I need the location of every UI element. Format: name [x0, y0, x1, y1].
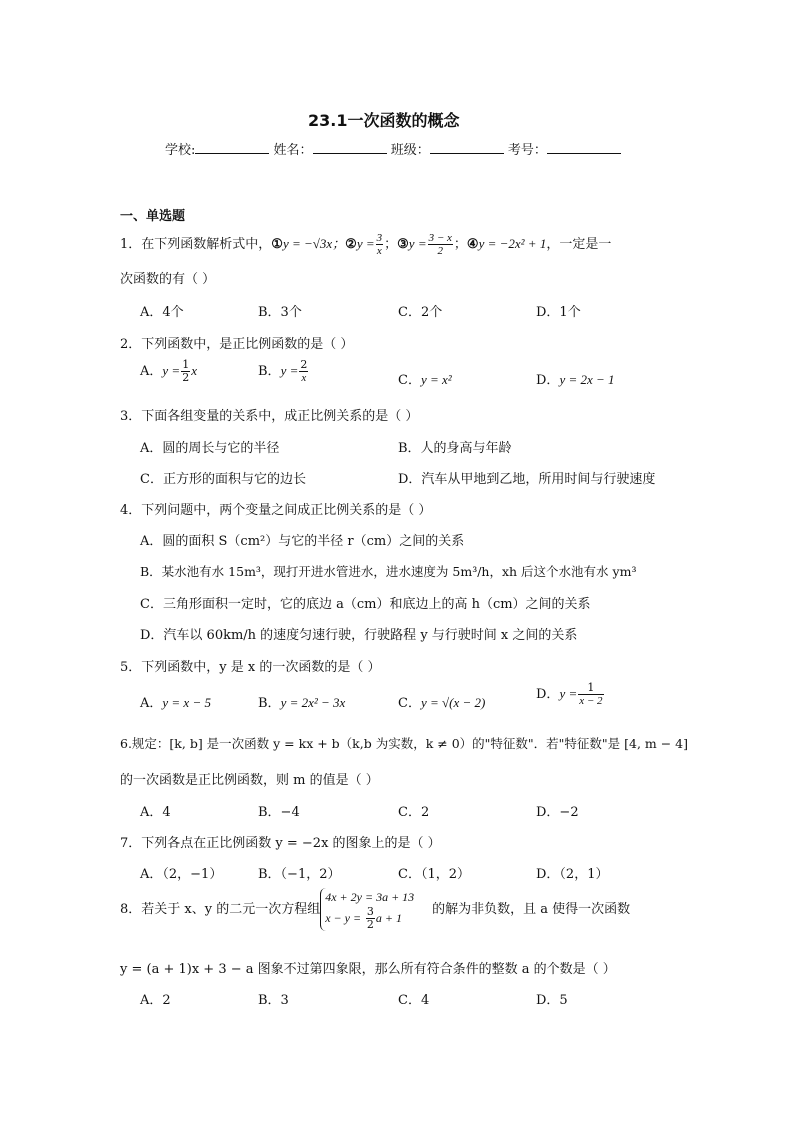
q2-option-b-fraction: [299, 359, 308, 384]
q7-option-d[interactable]: D．（2，1）: [536, 867, 609, 882]
q1-option-d[interactable]: D．1个: [536, 305, 581, 320]
q2-option-d[interactable]: [536, 369, 615, 388]
q2-option-b-denominator: x: [301, 372, 307, 385]
q1-expr-2-numerator: 3: [376, 232, 383, 244]
question-8-line-2: y = (a + 1)x + 3 − a 图象不过第四象限，那么所有符合条件的整数 a 的个数是（ ）: [120, 962, 616, 977]
question-5-stem: 5．下列函数中，y 是 x 的一次函数的是（ ）: [120, 660, 381, 675]
q2-option-a-fraction: [181, 359, 190, 384]
q2-option-b[interactable]: [258, 359, 309, 384]
q2-option-b-label: B．: [258, 364, 281, 380]
q8-equation-2-lhs: x − y =: [325, 911, 362, 926]
q1-option-c[interactable]: C．2个: [398, 305, 443, 320]
q1-suffix: ，一定是一: [546, 237, 612, 253]
question-3-stem: 3．下面各组变量的关系中，成正比例关系的是（ ）: [120, 409, 419, 424]
q6-option-a[interactable]: A．4: [140, 805, 171, 820]
q4-option-d[interactable]: D．汽车以 60km/h 的速度匀速行驶，行驶路程 y 与行驶时间 x 之间的关系: [140, 628, 578, 643]
q5-option-d-fraction: [578, 682, 603, 707]
q8-prefix: 8．若关于 x、y 的二元一次方程组: [120, 902, 321, 918]
q3-option-a[interactable]: A．圆的周长与它的半径: [140, 441, 280, 456]
q7-option-a[interactable]: A．（2，−1）: [140, 867, 223, 882]
q4-option-a[interactable]: A．圆的面积 S（cm²）与它的半径 r（cm）之间的关系: [140, 534, 465, 549]
q5-option-c[interactable]: [398, 692, 485, 711]
q7-option-b[interactable]: B．（−1，2）: [258, 867, 341, 882]
student-info-line: [165, 139, 621, 158]
q5-option-a[interactable]: [140, 692, 211, 711]
class-blank[interactable]: [430, 140, 504, 154]
question-2-stem: 2．下列函数中，是正比例函数的是（ ）: [120, 337, 354, 352]
q1-expr-3-denominator: 2: [437, 245, 443, 258]
q1-option-b[interactable]: B．3个: [258, 305, 302, 320]
q1-option-a[interactable]: A．4个: [140, 305, 184, 320]
q4-option-b[interactable]: B．某水池有水 15m³，现打开进水管进水，进水速度为 5m³/h，xh 后这个水池有水 ym³: [140, 564, 637, 579]
q1-expr-2-sep: ；: [384, 237, 398, 253]
class-label: 班级：: [390, 143, 430, 158]
page-title: 23.1一次函数的概念: [308, 111, 460, 130]
q1-expr-3-numerator: 3 − x: [428, 232, 452, 244]
q8-equation-2-numerator: 3: [366, 905, 374, 918]
q5-option-b-expr: y = 2x² − 3x: [280, 695, 346, 710]
name-blank[interactable]: [313, 140, 387, 154]
q2-option-a[interactable]: [140, 359, 197, 384]
q5-option-c-label: C．: [398, 696, 421, 711]
q2-option-a-denominator: 2: [182, 371, 190, 385]
q1-expr-2-lhs: y =: [356, 236, 375, 252]
q1-expr-2-denominator: x: [376, 245, 382, 258]
exam-no-label: 考号：: [507, 143, 547, 158]
q1-expr-1: y = −√3x；: [282, 236, 346, 252]
question-4-stem: 4．下列问题中，两个变量之间成正比例关系的是（ ）: [120, 503, 432, 518]
q2-option-a-var: x: [191, 363, 197, 379]
q4-option-c[interactable]: C．三角形面积一定时，它的底边 a（cm）和底边上的高 h（cm）之间的关系: [140, 597, 591, 612]
school-label: 学校:: [165, 143, 196, 158]
q2-option-b-numerator: 2: [300, 358, 308, 371]
q2-option-d-expr: y = 2x − 1: [559, 372, 615, 387]
q5-option-a-expr: y = x − 5: [162, 695, 211, 710]
section-heading: 一、单选题: [120, 209, 186, 224]
q6-option-d[interactable]: D．−2: [536, 805, 579, 820]
q2-option-a-label: A．: [140, 364, 163, 380]
q5-option-d-denominator: x − 2: [579, 695, 603, 708]
q3-option-b[interactable]: B．人的身高与年龄: [398, 441, 512, 456]
question-1-line-2: 次函数的有（ ）: [120, 272, 216, 287]
q2-option-a-lhs: y =: [162, 363, 181, 379]
q2-option-c-expr: y = x²: [420, 372, 452, 387]
q8-equation-1: 4x + 2y = 3a + 13: [325, 890, 415, 904]
q8-option-b[interactable]: B．3: [258, 993, 289, 1008]
q1-expr-2-fraction: [376, 232, 384, 257]
q6-option-c[interactable]: C．2: [398, 805, 430, 820]
q8-equation-system: [320, 888, 414, 931]
q8-equation-2: [325, 906, 414, 931]
q8-equation-2-denominator: 2: [366, 918, 374, 932]
q1-expr-4-num: ④: [466, 237, 479, 253]
question-6-line-2: 的一次函数是正比例函数，则 m 的值是（ ）: [120, 773, 379, 788]
q8-option-a[interactable]: A．2: [140, 993, 171, 1008]
q8-suffix: 的解为非负数，且 a 使得一次函数: [432, 902, 631, 918]
name-label: 姓名：: [273, 143, 313, 158]
q5-option-d[interactable]: [536, 682, 605, 707]
q2-option-c-label: C．: [398, 373, 421, 388]
q5-option-a-label: A．: [140, 696, 163, 711]
q5-option-b-label: B．: [258, 696, 281, 711]
q8-option-d[interactable]: D．5: [536, 993, 568, 1008]
q5-option-c-expr: y = √(x − 2): [420, 695, 486, 710]
question-8-line-1: [120, 888, 630, 931]
q8-option-c[interactable]: C．4: [398, 993, 430, 1008]
question-6-line-1: 6.规定：[k, b] 是一次函数 y = kx + b（k,b 为实数，k ≠ 0）的"特征数"．若"特征数"是 [4, m − 4]: [120, 736, 689, 751]
q1-expr-3-sep: ；: [453, 237, 467, 253]
q1-expr-3-fraction: [428, 232, 453, 257]
q2-option-b-lhs: y =: [280, 363, 299, 379]
q1-expr-4: y = −2x² + 1: [478, 236, 547, 252]
q2-option-a-numerator: 1: [182, 358, 190, 371]
exam-no-blank[interactable]: [547, 140, 621, 154]
q2-option-c[interactable]: [398, 369, 452, 388]
q1-expr-3-num: ③: [397, 237, 409, 253]
q3-option-c[interactable]: C．正方形的面积与它的边长: [140, 472, 306, 487]
question-1-line-1: [120, 232, 611, 257]
q2-option-d-label: D．: [536, 373, 560, 388]
q5-option-d-label: D．: [536, 687, 560, 703]
q1-expr-3-lhs: y =: [408, 236, 427, 252]
question-7-stem: 7．下列各点在正比例函数 y = −2x 的图象上的是（ ）: [120, 836, 441, 851]
q1-expr-1-num: ①: [271, 237, 283, 253]
q8-equation-2-rhs: a + 1: [375, 911, 403, 926]
q1-prefix: 1．在下列函数解析式中，: [120, 237, 272, 253]
school-blank[interactable]: [195, 140, 269, 154]
q5-option-b[interactable]: [258, 692, 345, 711]
q5-option-d-numerator: 1: [578, 682, 603, 695]
q3-option-d[interactable]: D．汽车从甲地到乙地，所用时间与行驶速度: [398, 472, 656, 487]
q8-equation-2-fraction: [366, 906, 375, 931]
q6-option-b[interactable]: B．−4: [258, 805, 300, 820]
q1-expr-2-num: ②: [345, 237, 357, 253]
q5-option-d-lhs: y =: [559, 686, 578, 702]
q7-option-c[interactable]: C．（1，2）: [398, 867, 470, 882]
